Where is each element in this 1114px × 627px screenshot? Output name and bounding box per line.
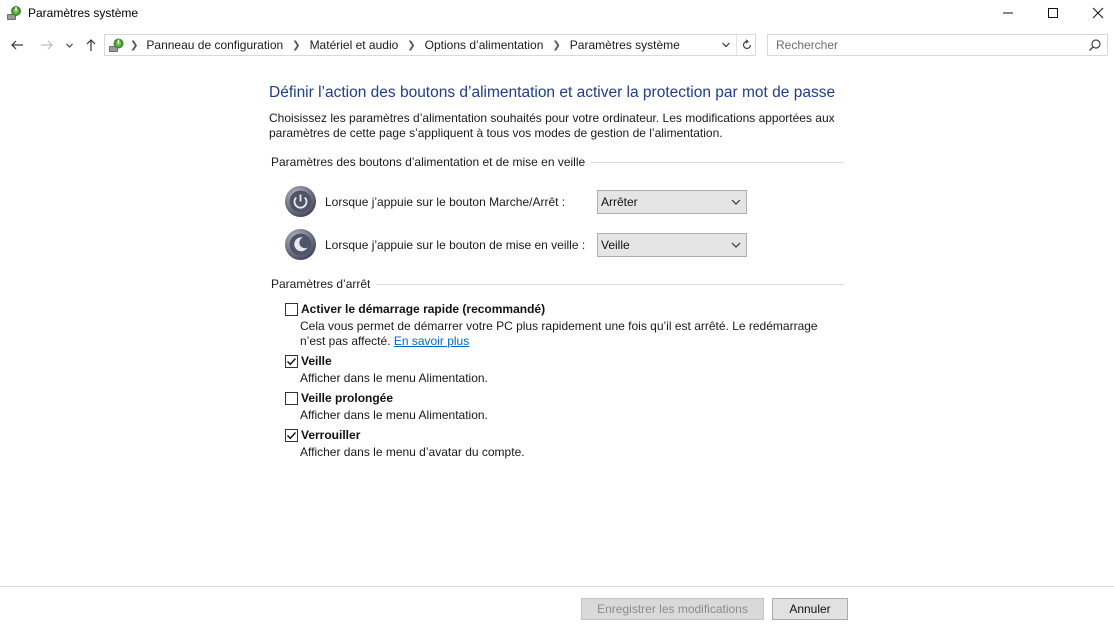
page-description: Choisissez les paramètres d’alimentation souhaités pour votre ordinateur. Les modifications apportées aux paramètres de cette page s’appliquent à tous vos modes de gestion de l’alimentation. <box>269 111 835 140</box>
power-button-icon <box>284 185 317 218</box>
fast-startup-description-text: Cela vous permet de démarrer votre PC plus rapidement une fois qu’il est arrêté. Le redémarrage n’est pas affecté. <box>300 319 818 348</box>
arrow-up-icon <box>84 38 98 52</box>
power-button-label: Lorsque j’appuie sur le bouton Marche/Arrêt : <box>325 195 566 209</box>
breadcrumb-separator-icon[interactable]: ❯ <box>552 39 561 51</box>
chevron-down-icon <box>730 239 742 251</box>
sleep-checkbox[interactable] <box>285 355 298 368</box>
search-icon[interactable] <box>1088 38 1102 52</box>
up-button[interactable] <box>81 36 101 54</box>
control-panel-icon <box>108 37 125 54</box>
back-button[interactable] <box>7 36 27 54</box>
breadcrumb-separator-icon[interactable]: ❯ <box>130 39 139 51</box>
chevron-down-icon <box>730 196 742 208</box>
window-title: Paramètres système <box>28 6 139 20</box>
power-button-action-select[interactable] <box>597 190 747 214</box>
page-title: Définir l’action des boutons d’alimentation et activer la protection par mot de passe <box>269 84 836 101</box>
breadcrumb-item-power-options[interactable]: Options d’alimentation <box>424 38 544 52</box>
forward-button[interactable] <box>37 36 57 54</box>
fast-startup-description <box>300 319 845 349</box>
footer-divider <box>0 586 1114 587</box>
breadcrumb-item-system-settings[interactable]: Paramètres système <box>569 38 680 52</box>
recent-locations-button[interactable] <box>61 36 77 54</box>
search-box[interactable] <box>767 34 1108 56</box>
maximize-icon <box>1047 7 1059 19</box>
power-options-icon <box>6 5 22 21</box>
fast-startup-checkbox[interactable] <box>285 303 298 316</box>
breadcrumb-separator-icon[interactable]: ❯ <box>292 39 301 51</box>
breadcrumb-separator-icon[interactable]: ❯ <box>407 39 416 51</box>
close-icon <box>1092 7 1104 19</box>
section-shutdown <box>271 277 844 291</box>
minimize-button[interactable] <box>985 0 1031 26</box>
sleep-option-description: Afficher dans le menu Alimentation. <box>300 371 488 385</box>
address-history-button[interactable] <box>716 35 736 55</box>
arrow-left-icon <box>10 38 24 52</box>
minimize-icon <box>1002 7 1014 19</box>
address-bar[interactable] <box>104 34 756 56</box>
close-button[interactable] <box>1075 0 1114 26</box>
learn-more-link[interactable]: En savoir plus <box>393 334 470 348</box>
refresh-icon <box>741 39 753 51</box>
hibernate-checkbox[interactable] <box>285 392 298 405</box>
breadcrumb-item-hardware-sound[interactable]: Matériel et audio <box>309 38 399 52</box>
section-label: Paramètres d’arrêt <box>271 277 376 291</box>
lock-checkbox[interactable] <box>285 429 298 442</box>
lock-option-description: Afficher dans le menu d’avatar du compte. <box>300 445 525 459</box>
search-input[interactable] <box>768 35 1080 55</box>
breadcrumb <box>129 38 680 52</box>
breadcrumb-item-control-panel[interactable]: Panneau de configuration <box>146 38 284 52</box>
cancel-button[interactable]: Annuler <box>772 598 848 620</box>
sleep-option-title[interactable]: Veille <box>301 354 332 368</box>
save-changes-button[interactable]: Enregistrer les modifications <box>581 598 764 620</box>
arrow-right-icon <box>40 38 54 52</box>
maximize-button[interactable] <box>1030 0 1076 26</box>
hibernate-option-description: Afficher dans le menu Alimentation. <box>300 408 488 422</box>
refresh-button[interactable] <box>736 35 756 55</box>
sleep-button-label: Lorsque j’appuie sur le bouton de mise en veille : <box>325 238 586 252</box>
sleep-button-icon <box>284 228 317 261</box>
fast-startup-title[interactable]: Activer le démarrage rapide (recommandé) <box>301 302 546 316</box>
lock-option-title[interactable]: Verrouiller <box>301 428 361 442</box>
hibernate-option-title[interactable]: Veille prolongée <box>301 391 394 405</box>
section-label: Paramètres des boutons d’alimentation et de mise en veille <box>271 155 591 169</box>
sleep-button-action-select[interactable] <box>597 233 747 257</box>
chevron-down-icon <box>65 41 74 50</box>
checkmark-icon <box>286 430 297 441</box>
sleep-button-action-value: Veille <box>601 238 630 252</box>
checkmark-icon <box>286 356 297 367</box>
power-button-action-value: Arrêter <box>601 195 638 209</box>
chevron-down-icon <box>721 40 731 50</box>
section-buttons <box>271 155 844 169</box>
title-bar <box>0 0 1114 28</box>
